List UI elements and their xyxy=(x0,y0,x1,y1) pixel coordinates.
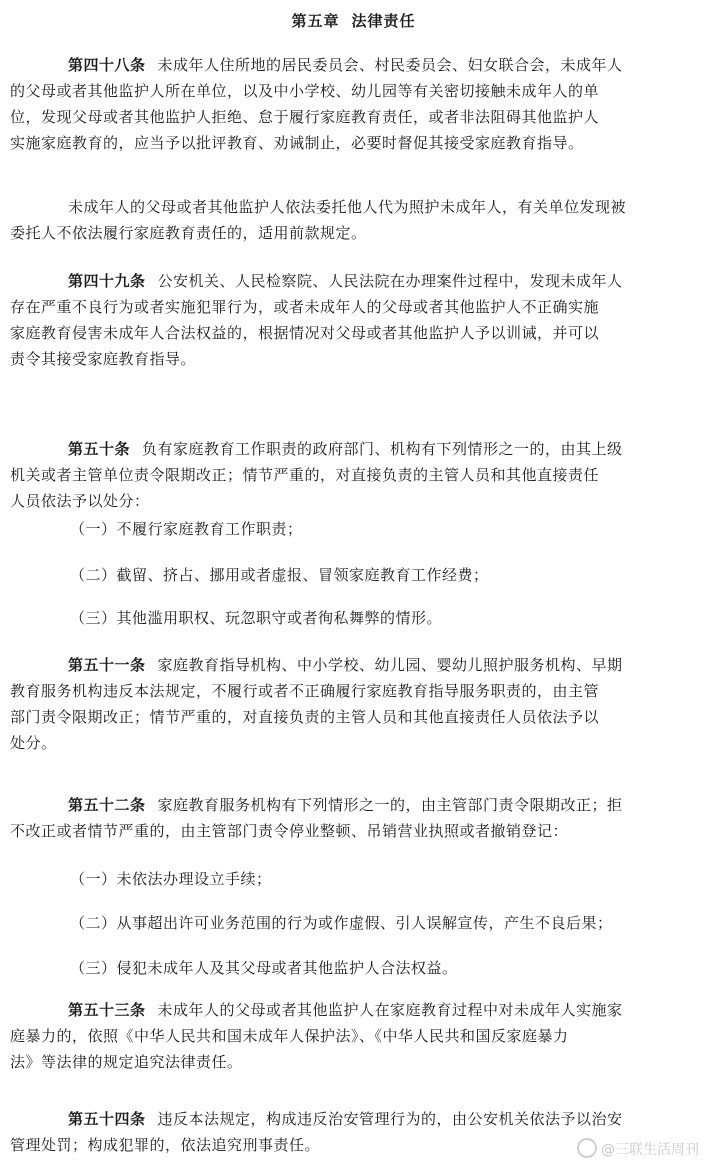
paragraph-line: 处分。 xyxy=(10,734,57,752)
paragraph-line: 实施家庭教育的，应当予以批评教育、劝诫制止，必要时督促其接受家庭教育指导。 xyxy=(10,134,584,152)
paragraph-line: 部门责令限期改正；情节严重的，对直接负责的主管人员和其他直接责任人员依法予以 xyxy=(10,708,600,726)
paragraph-line: 教育服务机构违反本法规定，不履行或者不正确履行家庭教育指导服务职责的，由主管 xyxy=(10,682,600,700)
chapter-number: 第五章 xyxy=(291,12,340,30)
article-number: 第五十四条 xyxy=(68,1110,146,1128)
paragraph-line: 第五十二条 家庭教育服务机构有下列情形之一的，由主管部门责令限期改正；拒 xyxy=(68,796,623,814)
article-number: 第五十二条 xyxy=(68,796,146,814)
paragraph-line: 位，发现父母或者其他监护人拒绝、怠于履行家庭教育责任，或者非法阻碍其他监护人 xyxy=(10,108,600,126)
paragraph-line: 第五十一条 家庭教育指导机构、中小学校、幼儿园、婴幼儿照护服务机构、早期 xyxy=(68,656,623,674)
weibo-icon xyxy=(577,1138,597,1158)
paragraph-line: 法》等法律的规定追究法律责任。 xyxy=(10,1053,243,1071)
watermark xyxy=(577,1138,699,1160)
chapter-title: 法律责任 xyxy=(351,12,416,30)
article-number: 第四十九条 xyxy=(68,272,146,290)
paragraph-line: 机关或者主管单位责令限期改正；情节严重的，对直接负责的主管人员和其他直接责任 xyxy=(10,466,600,484)
article-48 xyxy=(10,52,700,156)
chapter-heading xyxy=(0,10,707,34)
list-item: （二）从事超出许可业务范围的行为或作虚假、引人误解宣传，产生不良后果； xyxy=(70,914,613,932)
watermark-text: @三联生活周刊 xyxy=(601,1142,699,1158)
article-number: 第四十八条 xyxy=(68,56,146,74)
list-item: （三）其他滥用职权、玩忽职守或者徇私舞弊的情形。 xyxy=(70,609,443,627)
list-item: （一）不履行家庭教育工作职责； xyxy=(70,520,303,538)
list-item: （二）截留、挤占、挪用或者虚报、冒领家庭教育工作经费； xyxy=(70,566,489,584)
paragraph-line: 第四十八条 未成年人住所地的居民委员会、村民委员会、妇女联合会，未成年人 xyxy=(68,56,623,74)
article-48-paragraph-2 xyxy=(10,194,700,246)
article-51 xyxy=(10,652,700,756)
article-number: 第五十三条 xyxy=(68,1001,146,1019)
article-number: 第五十一条 xyxy=(68,656,146,674)
paragraph-line: 第五十三条 未成年人的父母或者其他监护人在家庭教育过程中对未成年人实施家 xyxy=(68,1001,623,1019)
article-number: 第五十条 xyxy=(68,440,131,458)
paragraph-line: 未成年人的父母或者其他监护人依法委托他人代为照护未成年人，有关单位发现被 xyxy=(68,198,627,216)
paragraph-line: 不改正或者情节严重的，由主管部门责令停业整顿、吊销营业执照或者撤销登记： xyxy=(10,822,569,840)
article-52 xyxy=(10,792,700,844)
paragraph-line: 第五十四条 违反本法规定，构成违反治安管理行为的，由公安机关依法予以治安 xyxy=(68,1110,623,1128)
paragraph-line: 的父母或者其他监护人所在单位，以及中小学校、幼儿园等有关密切接触未成年人的单 xyxy=(10,82,600,100)
paragraph-line: 责令其接受家庭教育指导。 xyxy=(10,350,197,368)
list-item: （一）未依法办理设立手续； xyxy=(70,870,272,888)
paragraph-line: 委托人不依法履行家庭教育责任的，适用前款规定。 xyxy=(10,224,367,242)
paragraph-line: 庭暴力的，依照《中华人民共和国未成年人保护法》、《中华人民共和国反家庭暴力 xyxy=(10,1027,569,1045)
paragraph-line: 第五十条 负有家庭教育工作职责的政府部门、机构有下列情形之一的，由其上级 xyxy=(68,440,623,458)
paragraph-line: 人员依法予以处分： xyxy=(10,492,150,510)
list-item: （三）侵犯未成年人及其父母或者其他监护人合法权益。 xyxy=(70,959,458,977)
article-50 xyxy=(10,436,700,514)
article-49 xyxy=(10,268,700,372)
paragraph-line: 管理处罚；构成犯罪的，依法追究刑事责任。 xyxy=(10,1136,321,1154)
article-53 xyxy=(10,997,700,1075)
paragraph-line: 存在严重不良行为或者实施犯罪行为，或者未成年人的父母或者其他监护人不正确实施 xyxy=(10,298,600,316)
paragraph-line: 家庭教育侵害未成年人合法权益的，根据情况对父母或者其他监护人予以训诫，并可以 xyxy=(10,324,600,342)
paragraph-line: 第四十九条 公安机关、人民检察院、人民法院在办理案件过程中，发现未成年人 xyxy=(68,272,623,290)
